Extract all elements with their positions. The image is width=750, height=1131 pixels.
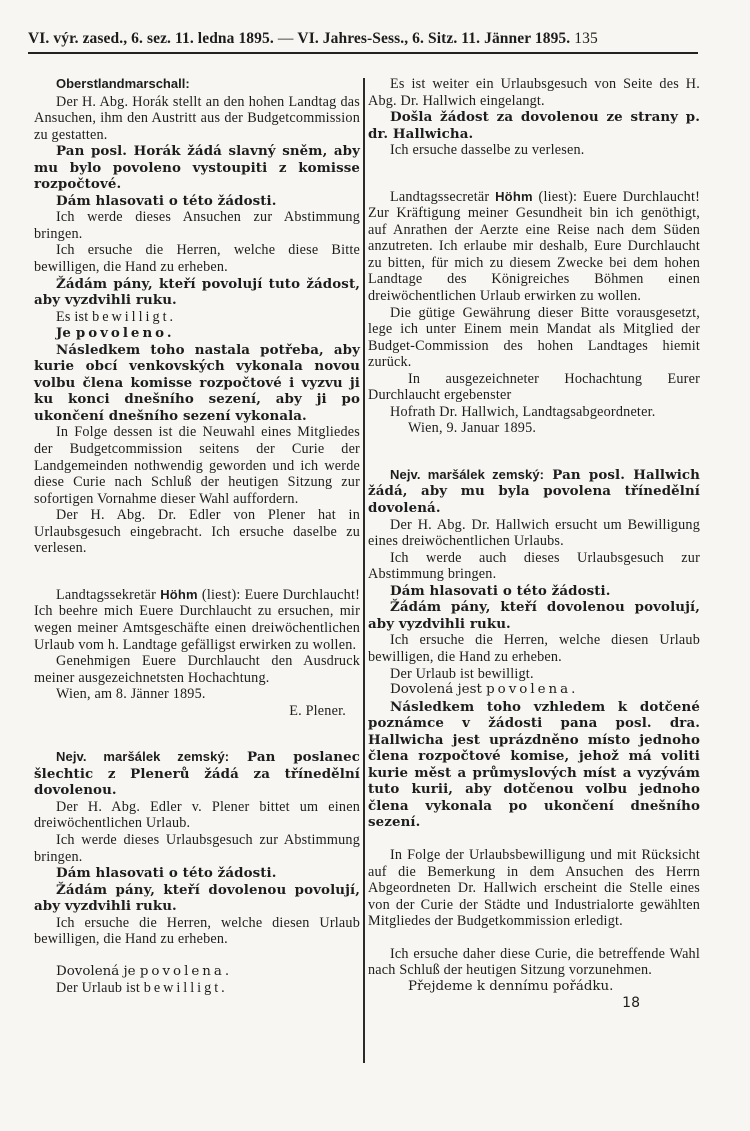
result-cz bbox=[368, 682, 700, 699]
speaker-name: Oberstlandmarschall: bbox=[56, 76, 190, 91]
header-dash: — bbox=[277, 30, 294, 47]
column-rule bbox=[363, 78, 365, 1063]
paragraph-de: Der H. Abg. Edler v. Plener bittet um einen dreiwöchentlichen Urlaub. bbox=[34, 798, 360, 832]
result-spaced: povoleno. bbox=[75, 325, 175, 342]
paragraph-de: Der H. Abg. Dr. Hallwich ersucht um Bewilligung eines dreiwöchentlichen Urlaubs. bbox=[368, 516, 700, 550]
secretary-reads: (liest): bbox=[538, 188, 578, 205]
paragraph-cz: Dám hlasovati o této žádosti. bbox=[56, 865, 277, 882]
letter-paragraph: Genehmigen Euere Durchlaucht den Ausdruck meiner ausgezeichnetsten Hochachtung. bbox=[34, 653, 360, 686]
paragraph-de: Ich ersuche die Herren, welche diesen Urlaub bewilligen, die Hand zu erheben. bbox=[34, 914, 360, 948]
letter-date: Wien, am 8. Jänner 1895. bbox=[56, 686, 206, 703]
paragraph-cz: Dám hlasovati o této žádosti. bbox=[390, 582, 611, 599]
result-text: Der Urlaub ist bbox=[56, 980, 140, 997]
result-text: Dovolená jest bbox=[390, 682, 482, 698]
spacer bbox=[368, 437, 700, 467]
paragraph-cz: Dám hlasovati o této žádosti. bbox=[56, 192, 277, 209]
secretary-name: Höhm bbox=[160, 586, 198, 602]
header-german: VI. Jahres-Sess., 6. Sitz. 11. Jänner 1895. bbox=[297, 30, 571, 47]
secretary-label: Landtagssekretär bbox=[56, 586, 157, 603]
letter-signature: E. Plener. bbox=[289, 702, 346, 719]
secretary-label: Landtagssecretär bbox=[390, 188, 490, 205]
result-text: Dovolená je bbox=[56, 963, 136, 979]
spacer bbox=[34, 719, 360, 749]
speaker-heading bbox=[34, 76, 360, 94]
speaker-name: Nejv. maršálek zemský: bbox=[56, 749, 230, 765]
paragraph-de: Ich ersuche die Herren, welche diesen Urlaub bewilligen, die Hand zu erheben. bbox=[368, 632, 700, 665]
spacer bbox=[368, 930, 700, 946]
result-cz bbox=[34, 964, 360, 981]
spacer bbox=[34, 557, 360, 587]
paragraph-de: In Folge dessen ist die Neuwahl eines Mitgliedes der Budgetcommission seitens der Curie der Landgemeinden nothwendig geworden und ich werde diese Curie nach Schluß der heutigen Sitzung zur sofortigen Vornahme dieser Wahl auffordern. bbox=[34, 424, 360, 507]
speaker-name: Nejv. maršálek zemský: bbox=[390, 466, 545, 482]
paragraph-cz: Žádám pány, kteří dovolenou povolují, aby vyzdvihli ruku. bbox=[34, 881, 360, 915]
paragraph-de: Ich werde dieses Ansuchen zur Abstimmung bringen. bbox=[34, 209, 360, 242]
running-header bbox=[28, 30, 698, 54]
spacer bbox=[368, 831, 700, 847]
result-cz bbox=[34, 325, 360, 342]
letter-signature: Hofrath Dr. Hallwich, Landtagsabgeordneter. bbox=[390, 403, 656, 420]
right-column bbox=[368, 76, 700, 1012]
paragraph-text: Pan poslanec šlechtic z Plenerů žádá za třínedělní dovolenou. bbox=[34, 749, 361, 799]
paragraph-de: Es ist weiter ein Urlaubsgesuch von Seite des H. Abg. Dr. Hallwich eingelangt. bbox=[368, 76, 700, 109]
paragraph-de: Ich ersuche die Herren, welche diese Bitte bewilligen, die Hand zu erheben. bbox=[34, 242, 360, 276]
letter-paragraph: Die gütige Gewährung dieser Bitte vorausgesetzt, lege ich unter Einem mein Mandat als Mitglied der Budget-Commission des hohen Landtages hiemit zurück. bbox=[368, 304, 700, 371]
result-spaced: povolena. bbox=[139, 963, 233, 979]
paragraph-de: Ich werde dieses Urlaubsgesuch zur Abstimmung bringen. bbox=[34, 831, 360, 865]
result-de bbox=[34, 309, 360, 326]
secretary-name: Höhm bbox=[495, 188, 533, 204]
paragraph-cz: Následkem toho nastala potřeba, aby kurie obcí venkovských vykonala novou volbu člena komisse rozpočtové i vyzvu ji ku konci dnešního sezení, aby ji po ukončení dnešního sezení vykonala. bbox=[34, 341, 360, 424]
paragraph-text: Pan posl. Hallwich žádá, aby mu byla povolena třínedělní dovolená. bbox=[368, 466, 700, 517]
secretary-reads: (liest): bbox=[201, 586, 241, 603]
paragraph-cz: Došla žádost za dovolenou ze strany p. dr. Hallwicha. bbox=[368, 109, 700, 142]
result-spaced: bewilligt. bbox=[143, 980, 228, 997]
spacer bbox=[34, 948, 360, 964]
letter-paragraph bbox=[34, 587, 360, 653]
result-text: Je bbox=[56, 325, 72, 342]
speaker-paragraph bbox=[368, 467, 700, 517]
paragraph-cz: Následkem toho vzhledem k dotčené poznámce v žádosti pana posl. dra. Hallwicha jest uprázdněno místo jednoho člena rozpočtové komise, jehož má voliti kurie měst a průmyslových míst a vyzývám tuto kurii, aby dotčenou volbu jednoho člena vykonala po ukončení dnešního sezení. bbox=[368, 698, 700, 831]
letter-closing: In ausgezeichneter Hochachtung Eurer Durchlaucht ergebenster bbox=[368, 370, 700, 404]
closing-line: Přejdeme k dennímu pořádku. bbox=[408, 978, 614, 994]
header-page-number: 135 bbox=[574, 30, 598, 47]
paragraph-de: Der H. Abg. Dr. Edler von Plener hat in Urlaubsgesuch eingebracht. Ich ersuche daselbe zu verlesen. bbox=[34, 507, 360, 557]
sheet-number: 18 bbox=[622, 995, 640, 1012]
letter-text: Euere Durchlaucht! Zur Kräftigung meiner Gesundheit bin ich genöthigt, auf Anrathen der Aerzte eine Reise nach dem Süden anzutreten. Ich erlaube mir deshalb, Eure Durchlaucht zu bitten, für mich zu diesem Zwecke bei dem hohen Landtage des Königreiches Böhmen einen dreiwöchentlichen Urlaub erwirken zu wollen. bbox=[368, 188, 701, 305]
letter-paragraph bbox=[368, 189, 700, 305]
paragraph-cz: Pan posl. Horák žádá slavný sněm, aby mu bylo povoleno vystoupiti z komisse rozpočtové. bbox=[34, 143, 360, 193]
result-spaced: bewilligt. bbox=[92, 308, 177, 325]
letter-text: Euere Durchlaucht! Ich beehre mich Euere Durchlaucht zu ersuchen, mir wegen meiner Amtsgeschäfte einen dreiwöchentlichen Urlaub vom h. Landtage gefälligst erwirken zu wollen. bbox=[34, 586, 361, 653]
result-text: Es ist bbox=[56, 308, 89, 325]
letter-date: Wien, 9. Januar 1895. bbox=[408, 420, 537, 437]
paragraph-cz: Žádám pány, kteří povolují tuto žádost, aby vyzdvihli ruku. bbox=[34, 275, 360, 309]
paragraph-de: Der H. Abg. Horák stellt an den hohen Landtag das Ansuchen, ihm den Austritt aus der Budgetcommission zu gestatten. bbox=[34, 93, 360, 143]
left-column bbox=[34, 76, 360, 997]
paragraph-de: Ich ersuche daher diese Curie, die betreffende Wahl nach Schluß der heutigen Sitzung vorzunehmen. bbox=[368, 945, 700, 979]
result-de bbox=[34, 980, 360, 997]
header-czech: VI. výr. zased., 6. sez. 11. ledna 1895. bbox=[28, 30, 274, 47]
paragraph-de: In Folge der Urlaubsbewilligung und mit Rücksicht auf die Bemerkung in dem Ansuchen des Herrn Abgeordneten Dr. Hallwich erscheint die Stelle eines von der Curie der Städte und Industrialorte gewählten Mitgliedes der Budgetkommission erledigt. bbox=[368, 846, 700, 930]
paragraph-de: Ich ersuche dasselbe zu verlesen. bbox=[390, 142, 585, 159]
paragraph-cz: Žádám pány, kteří dovolenou povolují, aby vyzdvihli ruku. bbox=[368, 599, 700, 632]
speaker-paragraph bbox=[34, 749, 360, 799]
result-spaced: povolena. bbox=[486, 682, 579, 698]
spacer bbox=[368, 159, 700, 189]
result-de: Der Urlaub ist bewilligt. bbox=[390, 665, 534, 682]
paragraph-de: Ich werde auch dieses Urlaubsgesuch zur Abstimmung bringen. bbox=[368, 549, 700, 583]
